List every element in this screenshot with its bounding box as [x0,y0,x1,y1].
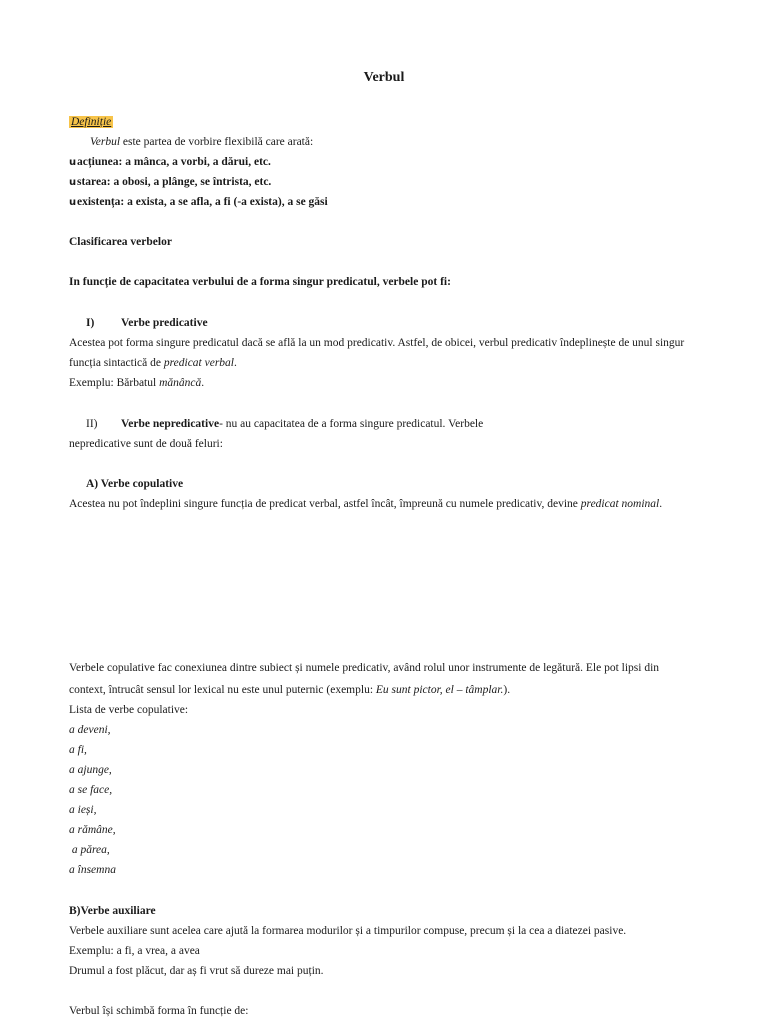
definition-label-line [69,115,113,129]
section-1-heading: Verbe predicative [121,317,208,329]
page-title: Verbul [363,70,405,85]
text-plain: funcția sintactică de [69,357,164,369]
copulative-list-item: a fi, [69,744,87,756]
example-end: . [201,377,205,389]
definition-bullet-2 [69,175,271,190]
example-plain: Exemplu: Bărbatul [69,377,160,389]
definition-intro [90,135,313,149]
example-italic: mănâncă [159,377,202,389]
copulative-list-item: a ieși, [69,804,97,816]
text-plain: context, întrucât sensul lor lexical nu este unul puternic (exemplu: [69,684,376,696]
section-1-text-line2 [69,356,237,370]
definition-bullet-1 [69,155,271,170]
classification-heading: Clasificarea verbelor [69,236,172,248]
text-end: . [659,498,663,510]
copulative-list-item: a deveni, [69,724,111,736]
text-plain: Acestea nu pot îndeplini singure funcția de predicat verbal, astfel încât, împreună cu numele predicativ, devine [69,498,581,510]
copulative-list-item: a rămâne, [69,824,116,836]
definition-bullet-3 [69,195,328,210]
section-1-example [69,376,204,390]
section-2-heading: Verbe nepredicative [121,418,220,430]
section-1-number: I) [86,317,95,329]
bullet-text: acțiunea: a mânca, a vorbi, a dărui, etc. [77,156,271,168]
copulative-list-item: a se face, [69,784,113,796]
definition-term: Verbul [90,136,121,148]
text-italic: predicat verbal [163,357,234,369]
section-b-line1: Verbele auxiliare sunt acelea care ajută la formarea modurilor și a timpurilor compuse, precum și la cea a diatezei pasive. [69,925,627,937]
text-italic: predicat nominal [580,498,660,510]
text-end: . [234,357,237,369]
text-italic: Eu sunt pictor, el – tâmplar. [375,684,504,696]
definition-intro-rest: este partea de vorbire flexibilă care arată: [120,136,314,148]
bullet-text: starea: a obosi, a plânge, se întrista, etc. [77,176,272,188]
footer-line: Verbul își schimbă forma în funcție de: [69,1005,249,1017]
definition-label: Definiție [71,116,112,128]
copulative-para-line2 [69,683,510,697]
section-2-line2: nepredicative sunt de două feluri: [69,438,223,450]
section-1-text-line1: Acestea pot forma singure predicatul dacă se află la un mod predicativ. Astfel, de obicei, verbul predicativ îndeplinește de unul singur [69,337,685,349]
bullet-marker: u [69,157,77,168]
copulative-list-item: a ajunge, [69,764,112,776]
copulative-para-line1: Verbele copulative fac conexiunea dintre subiect și numele predicativ, având rolul unor instrumente de legătură. Ele pot lipsi din [69,662,660,674]
copulative-list-item: a însemna [69,864,116,876]
function-heading: In funcție de capacitatea verbului de a forma singur predicatul, verbele pot fi: [69,276,451,288]
section-a-text [69,497,662,511]
section-2-heading-rest: - nu au capacitatea de a forma singure predicatul. Verbele [219,418,484,430]
bullet-marker: u [69,197,77,208]
section-b-line3: Drumul a fost plăcut, dar aș fi vrut să dureze mai puțin. [69,965,324,977]
section-a-heading: A) Verbe copulative [86,478,184,490]
section-2-heading-line [121,417,483,431]
bullet-text: existența: a exista, a se afla, a fi (-a exista), a se găsi [77,196,328,208]
section-b-line2: Exemplu: a fi, a vrea, a avea [69,945,200,957]
section-2-number: II) [86,418,98,430]
section-b-heading: B)Verbe auxiliare [69,905,156,917]
copulative-list-item: a părea, [69,844,110,856]
bullet-marker: u [69,177,77,188]
text-end: ). [503,684,511,696]
copulative-list-heading: Lista de verbe copulative: [69,704,189,716]
